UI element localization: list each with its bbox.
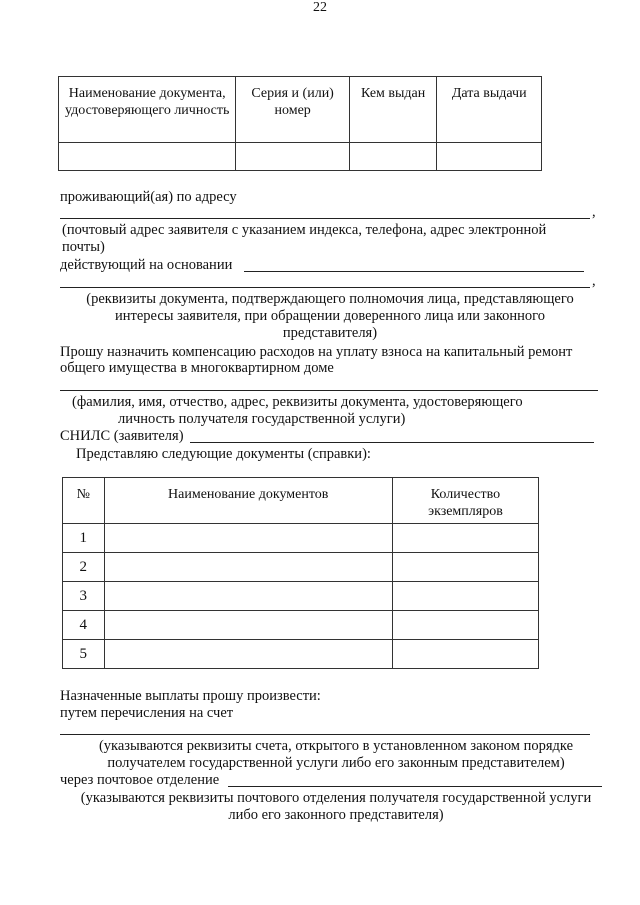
- row-doc-name[interactable]: [104, 611, 392, 640]
- basis-hint: (реквизиты документа, подтверждающего полномочия лица, представляющего интересы заявителя, при обращении доверенного лица или законного представителя): [86, 291, 574, 341]
- docs-header-number: №: [63, 478, 105, 524]
- snils-input-line[interactable]: [190, 442, 594, 443]
- request-line1: Прошу назначить компенсацию расходов на уплату взноса на капитальный ремонт: [60, 344, 573, 360]
- table-row: [63, 553, 539, 582]
- payout-line2: путем перечисления на счет: [60, 705, 234, 721]
- row-number: 3: [63, 582, 105, 611]
- person-hint-line1: (фамилия, имя, отчество, адрес, реквизиты документа, удостоверяющего: [72, 394, 523, 410]
- row-doc-name[interactable]: [104, 524, 392, 553]
- id-table-cell-issuer[interactable]: [349, 143, 437, 171]
- basis-input-line-2[interactable]: [60, 287, 590, 288]
- docs-intro: Представляю следующие документы (справки):: [76, 446, 371, 462]
- row-doc-count[interactable]: [392, 553, 538, 582]
- post-label: через почтовое отделение: [60, 772, 220, 788]
- docs-header-name: Наименование документов: [104, 478, 392, 524]
- row-number: 5: [63, 640, 105, 669]
- id-table-cell-series[interactable]: [236, 143, 349, 171]
- request-line2: общего имущества в многоквартирном доме: [60, 360, 334, 376]
- id-table-header-name: Наименование документа, удостоверяющего личность: [59, 77, 236, 143]
- table-row: [63, 640, 539, 669]
- id-document-table: [58, 76, 542, 171]
- person-hint-line2: личность получателя государственной услуги): [118, 411, 406, 427]
- address-input-line[interactable]: [60, 218, 590, 219]
- row-doc-name[interactable]: [104, 640, 392, 669]
- documents-table: [62, 477, 539, 669]
- snils-label: СНИЛС (заявителя): [60, 428, 184, 444]
- address-hint-line1: (почтовый адрес заявителя с указанием индекса, телефона, адрес электронной: [62, 222, 547, 238]
- row-number: 1: [63, 524, 105, 553]
- table-row: [63, 611, 539, 640]
- address-hint-line2: почты): [62, 239, 105, 255]
- id-table-cell-name[interactable]: [59, 143, 236, 171]
- row-number: 2: [63, 553, 105, 582]
- table-row: [63, 524, 539, 553]
- page-number: 22: [313, 0, 327, 15]
- id-table-header-date: Дата выдачи: [437, 77, 542, 143]
- row-doc-count[interactable]: [392, 524, 538, 553]
- docs-header-count: Количество экземпляров: [392, 478, 538, 524]
- row-doc-count[interactable]: [392, 582, 538, 611]
- post-hint: (указываются реквизиты почтового отделения получателя государственной услуги либо его законного представителя): [80, 790, 592, 823]
- table-row: [63, 582, 539, 611]
- row-doc-count[interactable]: [392, 611, 538, 640]
- row-number: 4: [63, 611, 105, 640]
- row-doc-name[interactable]: [104, 553, 392, 582]
- payout-line1: Назначенные выплаты прошу произвести:: [60, 688, 321, 704]
- address-label: проживающий(ая) по адресу: [60, 189, 237, 205]
- recipient-input-line[interactable]: [60, 390, 598, 391]
- post-input-line[interactable]: [228, 786, 602, 787]
- basis-input-line[interactable]: [244, 271, 584, 272]
- basis-label: действующий на основании: [60, 257, 233, 273]
- row-doc-name[interactable]: [104, 582, 392, 611]
- id-table-header-series: Серия и (или) номер: [236, 77, 349, 143]
- id-table-header-issuer: Кем выдан: [349, 77, 437, 143]
- id-table-cell-date[interactable]: [437, 143, 542, 171]
- account-hint: (указываются реквизиты счета, открытого в установленном законом порядке получателем государственной услуги либо его законным представителем): [98, 738, 574, 771]
- account-input-line[interactable]: [60, 734, 590, 735]
- row-doc-count[interactable]: [392, 640, 538, 669]
